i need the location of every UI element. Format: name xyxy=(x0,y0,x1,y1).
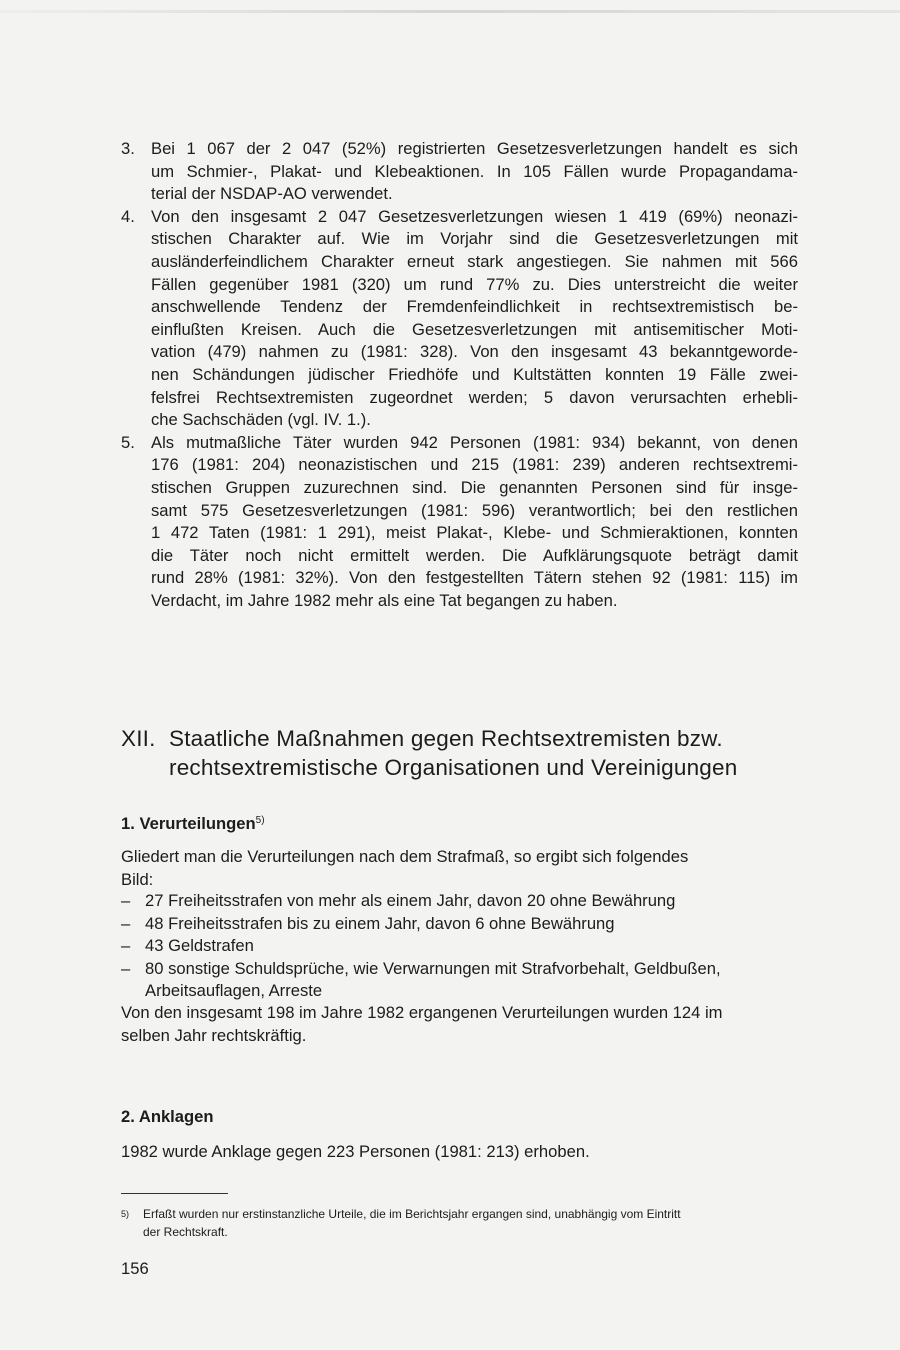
dash-list-text xyxy=(145,913,615,936)
text-line: um Schmier-, Plakat- und Klebeaktionen. In 105 Fällen wurde Propagandama- xyxy=(151,161,798,181)
footnote-mark-text: 5) xyxy=(121,1209,130,1219)
text-line: 1982 wurde Anklage gegen 223 Personen (1981: 213) erhoben. xyxy=(121,1142,590,1161)
text-line: felsfrei Rechtsextremisten zugeordnet werden; 5 davon verursachten erhebli- xyxy=(151,387,798,407)
paragraph-summary xyxy=(121,1002,798,1047)
text-line: terial der NSDAP-AO verwendet. xyxy=(151,184,393,204)
text-line: Bei 1 067 der 2 047 (52%) registrierten Gesetzesverletzungen handelt es sich xyxy=(151,139,798,158)
text-line: 27 Freiheitsstrafen von mehr als einem Jahr, davon 20 ohne Bewährung xyxy=(145,891,676,910)
text-line: 48 Freiheitsstrafen bis zu einem Jahr, davon 6 ohne Bewährung xyxy=(145,913,615,933)
text-line: stischen Charakter auf. Wie im Vorjahr sind die Gesetzesverletzungen mit xyxy=(151,229,798,249)
subheading-anklagen: 2. Anklagen xyxy=(121,1107,214,1126)
numbered-list xyxy=(121,138,798,612)
section-number: XII. xyxy=(121,726,156,751)
footnote-mark xyxy=(121,1205,143,1241)
text-line: Fällen gegenüber 1981 (320) um rund 77% zu. Dies unterstreicht die weiter xyxy=(151,274,798,294)
dash-marker: – xyxy=(121,936,131,956)
list-item-4 xyxy=(121,206,798,432)
list-item-number: 5. xyxy=(121,432,135,452)
dash-marker: – xyxy=(121,913,131,933)
text-line: anschwellende Tendenz der Fremdenfeindlichkeit in rechtsextremistisch be- xyxy=(151,297,798,317)
section-title-line: Staatliche Maßnahmen gegen Rechtsextremisten bzw. xyxy=(169,726,723,751)
text-line: selben Jahr rechtskräftig. xyxy=(121,1025,307,1045)
dash-list-text xyxy=(145,890,675,913)
text-line: 176 (1981: 204) neonazistischen und 215 (1981: 239) anderen rechtsextremi- xyxy=(151,455,798,475)
text-line: Bild: xyxy=(121,869,154,889)
text-line: Verdacht, im Jahre 1982 mehr als eine Tat begangen zu haben. xyxy=(151,590,618,610)
text-line: che Sachschäden (vgl. IV. 1.). xyxy=(151,410,371,430)
page-number: 156 xyxy=(121,1259,149,1278)
dash-marker: – xyxy=(121,891,131,910)
list-item-3 xyxy=(121,138,798,206)
text-line: Arbeitsauflagen, Arreste xyxy=(145,981,323,1001)
text-line: rund 28% (1981: 32%). Von den festgestellten Tätern stehen 92 (1981: 115) im xyxy=(151,568,798,588)
list-item-number: 4. xyxy=(121,206,135,226)
list-item-number: 3. xyxy=(121,139,135,158)
dash-list-text xyxy=(145,958,721,1003)
section-heading xyxy=(121,724,821,782)
footnote xyxy=(121,1205,811,1241)
text-line: 1 472 Taten (1981: 1 291), meist Plakat-, Klebe- und Schmieraktionen, konnten xyxy=(151,523,798,543)
text-line: Gliedert man die Verurteilungen nach dem Strafmaß, so ergibt sich folgendes xyxy=(121,847,689,866)
list-item-text xyxy=(151,432,798,613)
dash-list-item xyxy=(121,935,798,958)
section-title xyxy=(169,724,737,782)
list-item-text xyxy=(151,138,798,206)
text-line: nen Schändungen jüdischer Friedhöfe und Kultstätten konnten 19 Fälle zwei- xyxy=(151,364,798,384)
text-line: 80 sonstige Schuldsprüche, wie Verwarnungen mit Strafvorbehalt, Geldbußen, xyxy=(145,958,721,978)
dash-marker: – xyxy=(121,958,131,978)
list-item-5 xyxy=(121,432,798,613)
text-line: 43 Geldstrafen xyxy=(145,936,254,956)
paragraph-intro xyxy=(121,846,798,891)
dash-list xyxy=(121,890,798,1003)
text-line: Von den insgesamt 198 im Jahre 1982 ergangenen Verurteilungen wurden 124 im xyxy=(121,1003,723,1022)
subheading-verurteilungen xyxy=(121,814,265,834)
footnote-reference: 5) xyxy=(255,815,265,826)
text-line: samt 575 Gesetzesverletzungen (1981: 596) verantwortlich; bei den restlichen xyxy=(151,500,798,520)
text-line: Erfaßt wurden nur erstinstanzliche Urteile, die im Berichtsjahr ergangen sind, unabhängig vom Eintritt xyxy=(143,1207,681,1221)
subheading-text: 1. Verurteilungen xyxy=(121,814,256,833)
footnote-text xyxy=(143,1205,681,1241)
footnote-divider xyxy=(121,1193,228,1194)
text-line: die Täter noch nicht ermittelt werden. Die Aufklärungsquote beträgt damit xyxy=(151,545,798,565)
section-title-line: rechtsextremistische Organisationen und Vereinigungen xyxy=(169,755,738,780)
text-line: ausländerfeindlichem Charakter erneut stark angestiegen. Sie nahmen mit 566 xyxy=(151,251,798,271)
text-line: einflußten Kreisen. Auch die Gesetzesverletzungen mit antisemitischer Moti- xyxy=(151,319,798,339)
dash-list-item xyxy=(121,958,798,1003)
text-line: vation (479) nahmen zu (1981: 328). Von den insgesamt 43 bekanntgeworde- xyxy=(151,342,798,362)
paragraph-anklagen xyxy=(121,1141,798,1164)
text-line: stischen Gruppen zuzurechnen sind. Die genannten Personen sind für insge- xyxy=(151,477,798,497)
text-line: Von den insgesamt 2 047 Gesetzesverletzungen wiesen 1 419 (69%) neonazi- xyxy=(151,206,798,226)
dash-list-item xyxy=(121,913,798,936)
text-line: der Rechtskraft. xyxy=(143,1225,228,1239)
dash-list-text xyxy=(145,935,254,958)
list-item-text xyxy=(151,206,798,432)
text-line: Als mutmaßliche Täter wurden 942 Personen (1981: 934) bekannt, von denen xyxy=(151,432,798,452)
dash-list-item xyxy=(121,890,798,913)
